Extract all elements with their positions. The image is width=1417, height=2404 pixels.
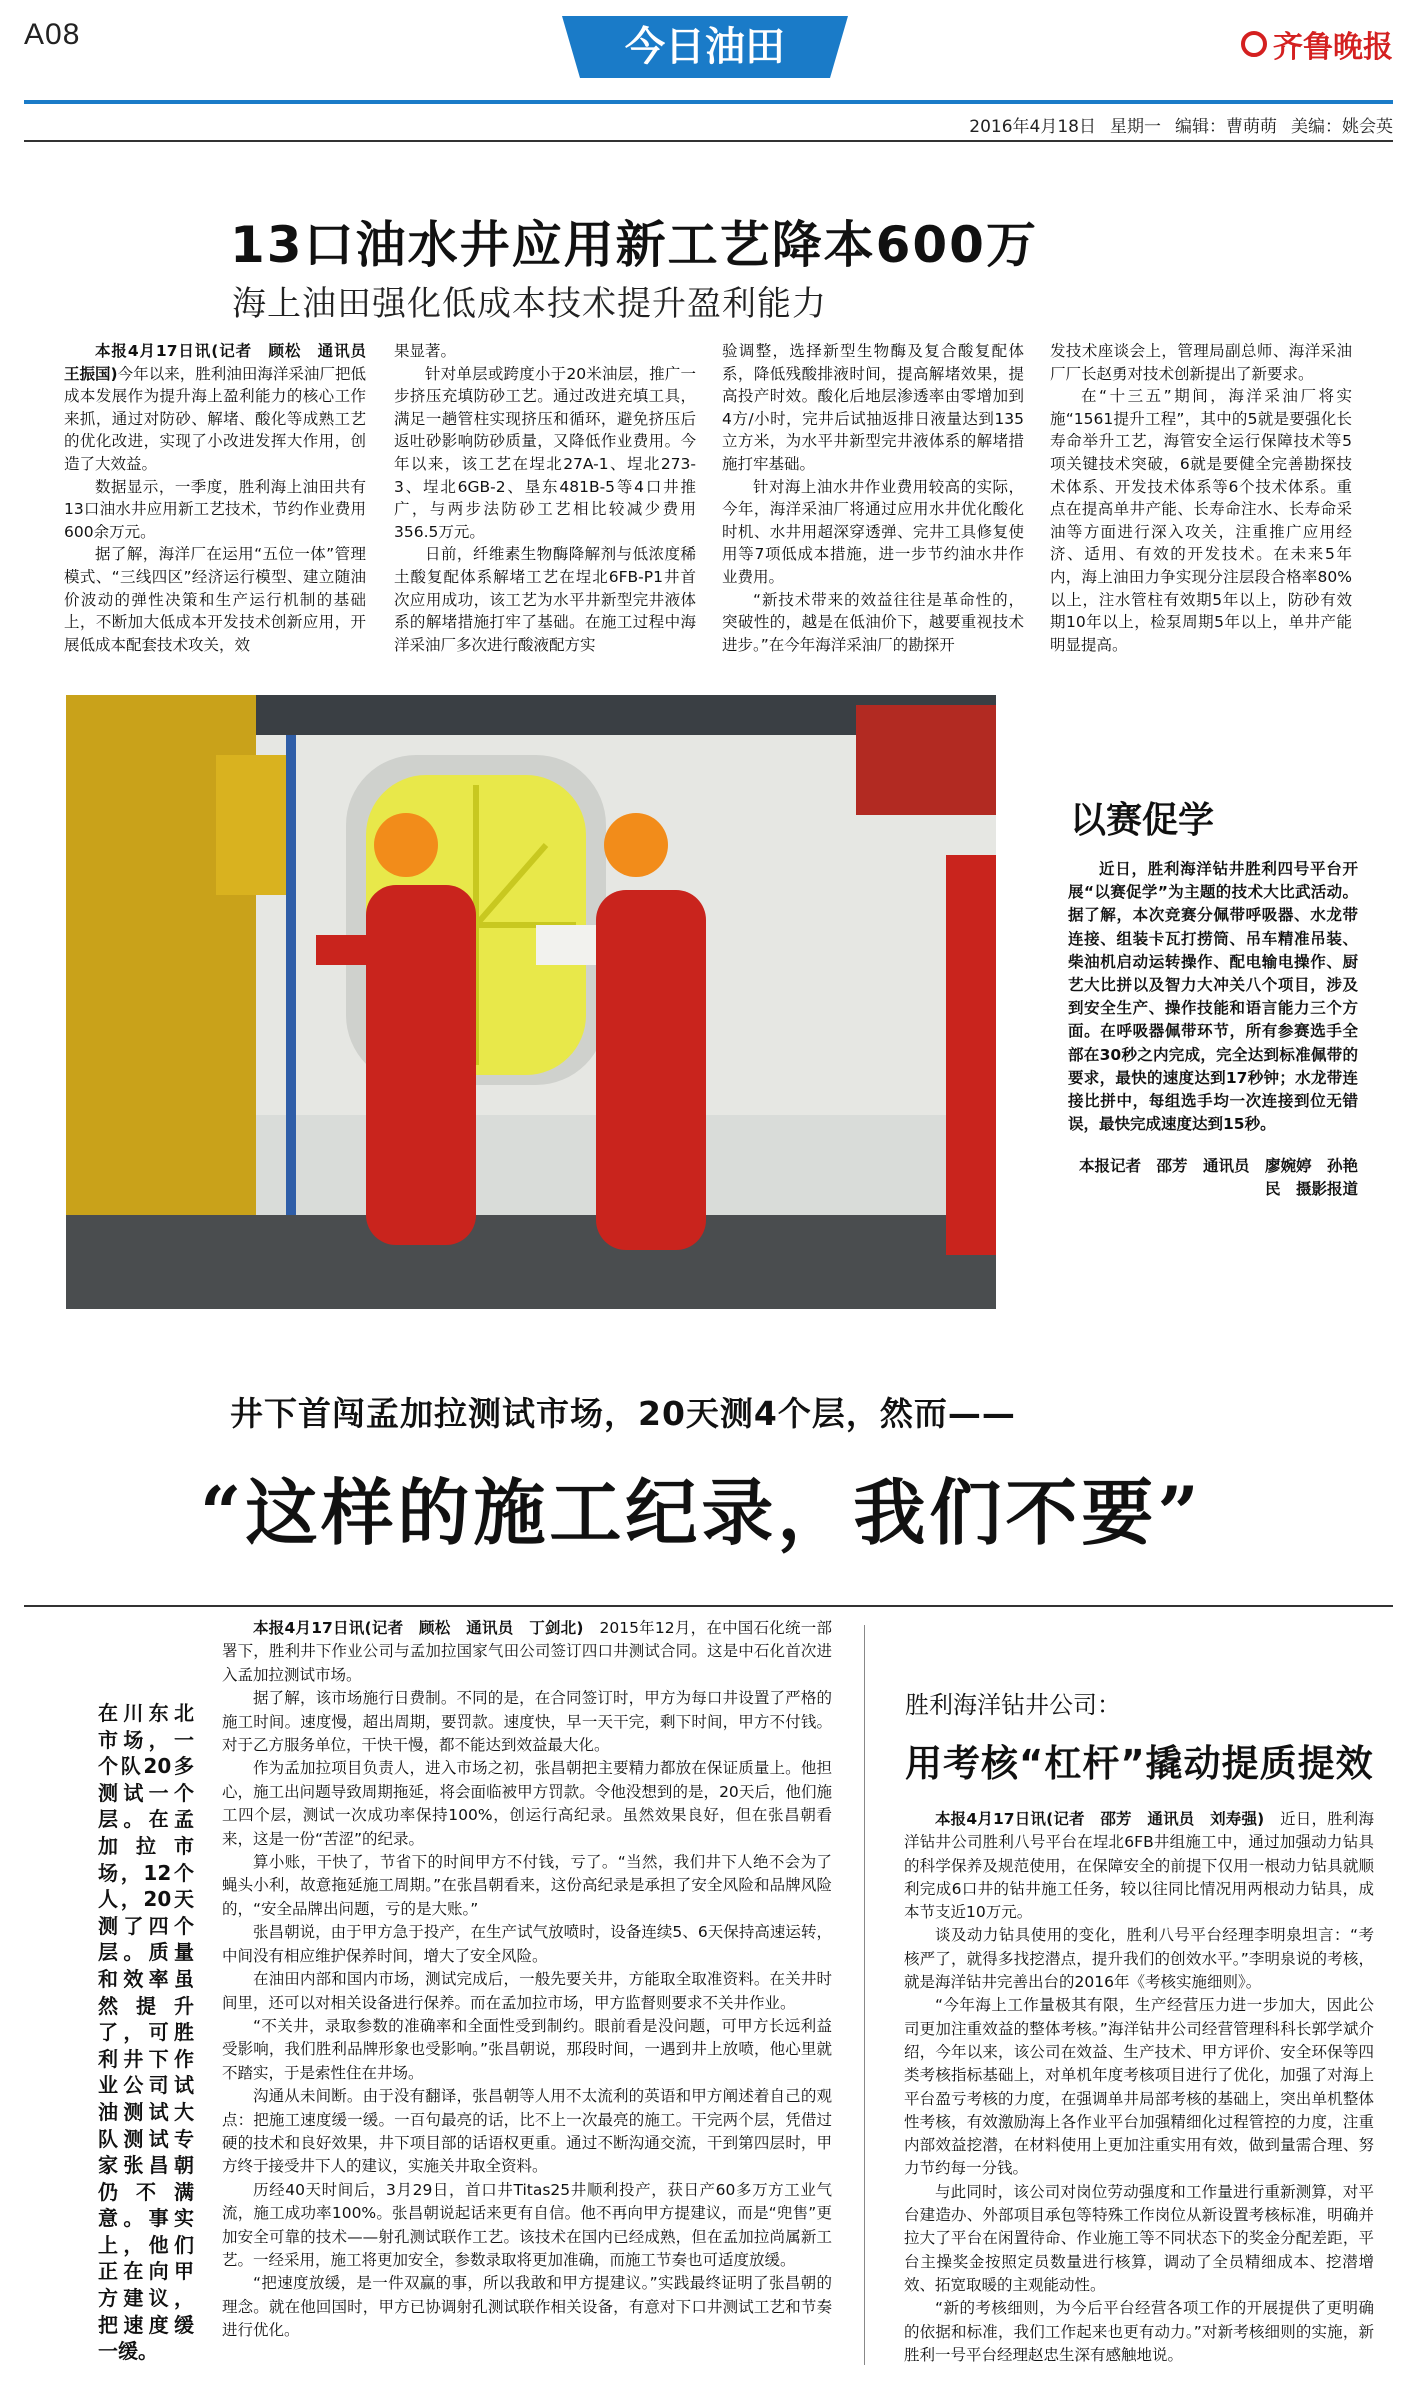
issue-date: 2016年4月18日: [969, 117, 1096, 137]
article1-column-4: [1050, 340, 1352, 656]
column-divider: [864, 1625, 865, 2365]
page-number: A08: [24, 18, 81, 51]
issue-editor: 编辑：曹萌萌: [1175, 117, 1277, 137]
article2-paragraph: 在油田内部和国内市场，测试完成后，一般先要关井，方能取全取准资料。在关井时间里，还可以对相关设备进行保养。而在孟加拉市场，甲方监督则要求不关井作业。: [222, 1970, 832, 2012]
header-rule-bottom: [24, 140, 1393, 142]
article2-paragraph: 作为孟加拉项目负责人，进入市场之初，张昌朝把主要精力都放在保证质量上。他担心，施工出问题导致周期拖延，将会面临被甲方罚款。令他没想到的是，20天后，他们施工四个层，测试一次成功率保持100%，创运行高纪录。虽然效果良好，但在张昌朝看来，这是一份“苦涩”的纪录。: [222, 1759, 832, 1848]
header-rule: [24, 100, 1393, 104]
issue-meta: [969, 112, 1393, 137]
article2-paragraph: “不关井，录取参数的准确率和全面性受到制约。眼前看是没问题，可甲方长远利益受影响，我们胜利品牌形象也受影响。”张昌朝说，那段时间，一遇到井上放喷，他心里就不踏实，于是索性住在井场。: [222, 2016, 832, 2082]
article2-headline: “这样的施工纪录，我们不要”: [200, 1470, 1203, 1555]
article2-kicker: 井下首闯孟加拉测试市场，20天测4个层，然而——: [230, 1394, 1016, 1433]
article3-paragraph: “今年海上工作量极其有限，生产经营压力进一步加大，因此公司更加注重效益的整体考核。”海洋钻井公司经营管理科科长郭学斌介绍，今年以来，该公司在效益、生产技术、甲方评价、安全环保等四类考核指标基础上，对单机年度考核项目进行了优化，加强了对海上平台盈亏考核的力度，在强调单井局部考核的基础上，突出单机整体性考核，有效激励海上各作业平台加强精细化过程管控的力度，注重内部效益挖潜，在材料使用上更加注重实用有效，做到量需合理、努力节约每一分钱。: [904, 1996, 1374, 2178]
article1-paragraph: 数据显示，一季度，胜利海上油田共有13口油水井应用新工艺技术，节约作业费用600余万元。: [64, 477, 366, 541]
section-title: 今日油田: [580, 16, 830, 78]
photo-story-title: 以赛促学: [1070, 800, 1215, 841]
article1-headline: 13口油水井应用新工艺降本600万: [230, 216, 1038, 274]
article1-paragraph: 发技术座谈会上，管理局副总师、海洋采油厂厂长赵勇对技术创新提出了新要求。: [1050, 342, 1352, 383]
article1-paragraph: “新技术带来的效益往往是革命性的，突破性的，越是在低油价下，越要重视技术进步。”在今年海洋采油厂的勘探开: [722, 590, 1024, 654]
article1-paragraph: 据了解，海洋厂在运用“五位一体”管理模式、“三线四区”经济运行模型、建立随油价波动的弹性决策和生产运行机制的基础上，不断加大低成本开发技术创新应用，开展低成本配套技术攻关，效: [64, 545, 366, 654]
article1-paragraph: 验调整，选择新型生物酶及复合酸复配体系，降低残酸排液时间，提高解堵效果，提高投产时效。酸化后地层渗透率由零增加到4方/小时，完井后试抽返排日液量达到135立方米，为水平井新型完井液体系的解堵措施打牢基础。: [722, 342, 1024, 473]
article2-paragraph: 历经40天时间后，3月29日，首口井Titas25井顺利投产，获日产60多万方工业气流，施工成功率100%。张昌朝说起话来更有自信。他不再向甲方提建议，而是“兜售”更加安全可靠的技术——射孔测试联作工艺。该技术在国内已经成熟，但在孟加拉尚属新工艺。一经采用，施工将更加安全，参数录取将更加准确，而施工节奏也可适度放缓。: [222, 2180, 832, 2269]
article1-paragraph: 针对海上油水井作业费用较高的实际，今年，海洋采油厂将通过应用水井优化酸化时机、水井用超深穿透弹、完井工具修复使用等7项低成本措施，进一步节约油水井作业费用。: [722, 477, 1024, 586]
article3-paragraph: “新的考核细则，为今后平台经营各项工作的开展提供了更明确的依据和标准，我们工作起来也更有动力。”对新考核细则的实施，新胜利一号平台经理赵忠生深有感触地说。: [904, 2299, 1374, 2364]
article3-paragraph: 谈及动力钻具使用的变化，胜利八号平台经理李明泉坦言：“考核严了，就得多找挖潜点，提升我们的创效水平。”李明泉说的考核，就是海洋钻井完善出台的2016年《考核实施细则》。: [904, 1926, 1374, 1992]
article2-body: [222, 1617, 832, 2343]
article2-paragraph: 张昌朝说，由于甲方急于投产，在生产试气放喷时，设备连续5、6天保持高速运转，中间没有相应维护保养时间，增大了安全风险。: [222, 1923, 832, 1965]
article1-subheadline: 海上油田强化低成本技术提升盈利能力: [232, 284, 827, 324]
brand-logo-icon: [1241, 31, 1267, 57]
article3-paragraph: 与此同时，该公司对岗位劳动强度和工作量进行重新测算，对平台建造办、外部项目承包等特殊工作岗位从新设置考核标准，明确并拉大了平台在闲置待命、作业施工等不同状态下的奖金分配差距，平台主操奖金按照定员数量进行核算，调动了全员精细成本、挖潜增效、拓宽取暖的主观能动性。: [904, 2182, 1374, 2294]
section-divider: [24, 1605, 1393, 1607]
photo-story-body: 近日，胜利海洋钻井胜利四号平台开展“以赛促学”为主题的技术大比武活动。据了解，本次竞赛分佩带呼吸器、水龙带连接、组装卡瓦打捞筒、吊车精准吊装、柴油机启动运转操作、配电输电操作、厨艺大比拼以及智力大冲关八个项目，涉及到安全生产、操作技能和语言能力三个方面。在呼吸器佩带环节，所有参赛选手全部在30秒之内完成，完全达到标准佩带的要求，最快的速度达到17秒钟；水龙带连接比拼中，每组选手均一次连接到位无错误，最快完成速度达到15秒。: [1068, 860, 1358, 1134]
article2-byline: 本报4月17日讯(记者 顾松 通讯员 丁剑北): [253, 1619, 584, 1637]
article2-paragraph: 沟通从未间断。由于没有翻译，张昌朝等人用不太流利的英语和甲方阐述着自己的观点：把施工速度缓一缓。一百句最亮的话，比不上一次最亮的施工。干完两个层，凭借过硬的技术和良好效果，井下项目部的话语权更重。通过不断沟通交流，干到第四层时，甲方终于接受井下人的建议，实施关井取全资料。: [222, 2087, 832, 2176]
article1-paragraph: 本报4月17日讯(记者 顾松 通讯员 王振国)今年以来，胜利油田海洋采油厂把低成本发展作为提升海上盈利能力的核心工作来抓，通过对防砂、解堵、酸化等成熟工艺的优化改进，实现了小改进发挥大作用，创造了大效益。: [64, 342, 382, 473]
article3-byline: 本报4月17日讯(记者 邵芳 通讯员 刘寿强): [935, 1810, 1265, 1828]
article3-kicker: 胜利海洋钻井公司：: [905, 1691, 1121, 1719]
article1-paragraph: 在“十三五”期间，海洋采油厂将实施“1561提升工程”，其中的5就是要强化长寿命举升工艺，海管安全运行保障技术等5项关键技术突破，6就是要健全完善勘探技术体系、开发技术体系等6个技术体系。重点在提高单井产能、长寿命注水、长寿命采油等方面进行深入攻关，注重推广应用经济、适用、有效的开发技术。在未来5年内，海上油田力争实现分注层段合格率80%以上，注水管柱有效期5年以上，防砂有效期10年以上，检泵周期5年以上，单井产能明显提高。: [1050, 387, 1352, 654]
article1-column-3: [722, 340, 1024, 656]
photo-story-credit: 本报记者 邵芳 通讯员 廖婉婷 孙艳民 摄影报道: [1078, 1157, 1358, 1199]
article2-paragraph: “把速度放缓，是一件双赢的事，所以我敢和甲方提建议。”实践最终证明了张昌朝的理念。就在他回国时，甲方已协调射孔测试联作相关设备，有意对下口井测试工艺和节奏进行优化。: [222, 2274, 832, 2340]
article3-paragraph: 本报4月17日讯(记者 邵芳 通讯员 刘寿强) 近日，胜利海洋钻井公司胜利八号平台在埕北6FB井组施工中，通过加强动力钻具的科学保养及规范使用，在保障安全的前提下仅用一根动力钻具就顺利完成6口井的钻井施工任务，较以往同比情况用两根动力钻具，成本节支近10万元。: [904, 1810, 1374, 1922]
article1-column-1: [64, 340, 382, 656]
article1-paragraph: 针对单层或跨度小于20米油层，推广一步挤压充填防砂工艺。通过改进充填工具，满足一趟管柱实现挤压和循环，避免挤压后返吐砂影响防砂质量，又降低作业费用。今年以来，该工艺在埕北27A-1、埕北273-3、埕北6GB-2、垦东481B-5等4口井推广，与两步法防砂工艺相比较减少费用356.5万元。: [394, 364, 696, 541]
article1-paragraph: 果显著。: [394, 342, 457, 360]
issue-weekday: 星期一: [1110, 117, 1161, 137]
article2-paragraph: 算小账，干快了，节省下的时间甲方不付钱，亏了。“当然，我们井下人绝不会为了蝇头小利，故意拖延施工周期。”在张昌朝看来，这份高纪录是承担了安全风险和品牌风险的，“安全品牌出问题，亏的是大账。”: [222, 1853, 832, 1918]
platform-workers-photo: [66, 695, 996, 1309]
article2-paragraph: 据了解，该市场施行日费制。不同的是，在合同签订时，甲方为每口井设置了严格的施工时间。速度慢，超出周期，要罚款。速度快，早一天干完，剩下时间，甲方不付钱。对于乙方服务单位，干快干慢，都不能达到效益最大化。: [222, 1689, 832, 1755]
article3-headline: 用考核“杠杆”撬动提质提效: [905, 1742, 1374, 1785]
article1-column-2: [394, 340, 696, 656]
article1-byline: 本报4月17日讯(记者 顾松 通讯员 王振国): [64, 342, 382, 383]
article2-sidebar-summary: 在川东北市场，一个队20多测试一个层。在孟加拉市场，12个人，20天测了四个层。质量和效率虽然提升了，可胜利井下作业公司试油测试大队测试专家张昌朝仍不满意。事实上，他们正在向甲方建议，把速度缓一缓。: [98, 1701, 194, 2364]
newspaper-brand: [1241, 22, 1393, 66]
article1-paragraph: 日前，纤维素生物酶降解剂与低浓度稀土酸复配体系解堵工艺在埕北6FB-P1井首次应用成功，该工艺为水平井新型完井液体系的解堵措施打牢了基础。在施工过程中海洋采油厂多次进行酸液配方实: [394, 545, 696, 654]
issue-designer: 美编：姚会英: [1291, 117, 1393, 137]
brand-name: 齐鲁晚报: [1273, 30, 1393, 65]
article3-body: [904, 1808, 1374, 2367]
article2-paragraph: 本报4月17日讯(记者 顾松 通讯员 丁剑北) 2015年12月，在中国石化统一部署下，胜利井下作业公司与孟加拉国家气田公司签订四口井测试合同。这是中石化首次进入孟加拉测试市场。: [222, 1619, 832, 1684]
